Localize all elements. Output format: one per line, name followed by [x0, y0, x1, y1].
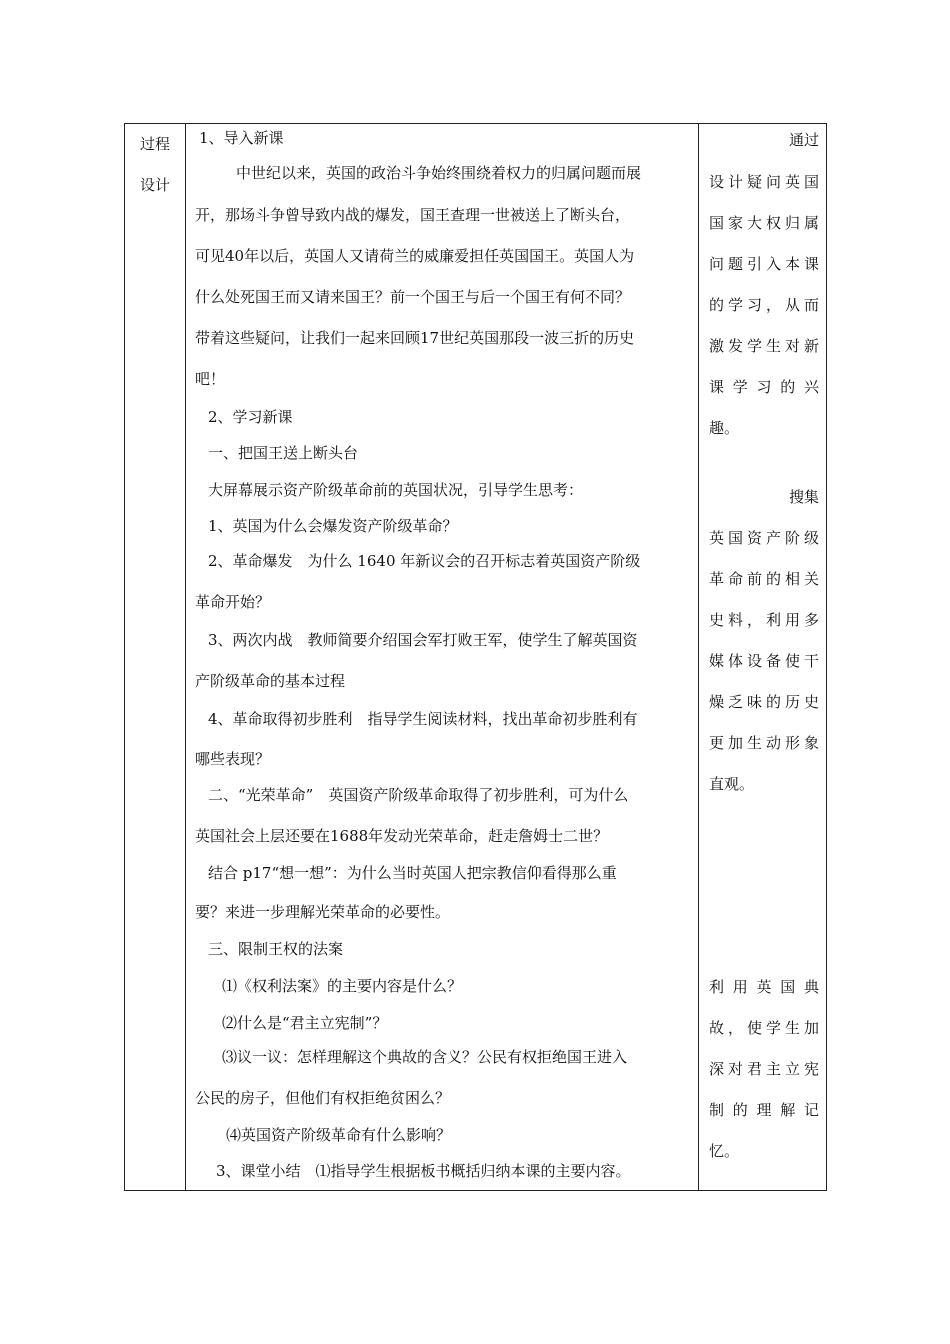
section-label-cell	[125, 124, 185, 206]
note-line: 通过	[788, 131, 819, 149]
content-line: 3、课堂小结 ⑴指导学生根据板书概括归纳本课的主要内容。	[216, 1162, 631, 1180]
section-label: 过程	[139, 135, 170, 153]
note-line: 的学习，从而	[709, 296, 819, 314]
content-line: 中世纪以来，英国的政治斗争始终围绕着权力的归属问题而展	[236, 164, 642, 182]
note-line: 更加生动形象	[709, 734, 819, 752]
content-line: 革命开始？	[195, 593, 271, 611]
content-line: 吧！	[195, 370, 226, 388]
content-line: ⑵什么是“君主立宪制”？	[222, 1014, 388, 1032]
note-line: 史料，利用多	[709, 611, 819, 629]
content-line: 大屏幕展示资产阶级革命前的英国状况，引导学生思考：	[208, 481, 584, 499]
note-line: 设计疑问英国	[709, 173, 819, 191]
content-line: 公民的房子，但他们有权拒绝贫困么？	[195, 1089, 451, 1107]
note-line: 搜集	[788, 488, 819, 506]
content-line: 要？来进一步理解光荣革命的必要性。	[195, 903, 451, 921]
content-line: 产阶级革命的基本过程	[195, 672, 346, 690]
note-line: 问题引入本课	[709, 255, 819, 273]
note-line: 革命前的相关	[709, 570, 819, 588]
content-line: 二、“光荣革命” 英国资产阶级革命取得了初步胜利，可为什么	[208, 786, 629, 804]
content-line: 英国社会上层还要在1688年发动光荣革命，赶走詹姆士二世？	[195, 827, 609, 845]
content-line: 结合 p17“想一想”：为什么当时英国人把宗教信仰看得那么重	[208, 864, 617, 882]
note-line: 燥乏味的历史	[709, 693, 819, 711]
note-line: 激发学生对新	[709, 337, 819, 355]
content-line: 三、限制王权的法案	[208, 940, 344, 958]
content-line: ⑴《权利法案》的主要内容是什么？	[222, 977, 463, 995]
lesson-plan-table	[124, 123, 827, 1191]
content-line: 1、导入新课	[199, 129, 284, 147]
note-line: 利用英国典	[709, 978, 819, 996]
content-line: ⑷英国资产阶级革命有什么影响？	[226, 1126, 452, 1144]
section-label: 设计	[139, 176, 170, 194]
note-line: 直观。	[709, 775, 755, 793]
content-line: 2、学习新课	[208, 408, 293, 426]
content-line: 1、英国为什么会爆发资产阶级革命？	[208, 517, 458, 535]
content-line: 开，那场斗争曾导致内战的爆发，国王查理一世被送上了断头台，	[195, 206, 631, 224]
content-line: 什么处死国王而又请来国王？前一个国王与后一个国王有何不同？	[195, 288, 631, 306]
content-line: 哪些表现？	[195, 750, 271, 768]
note-line: 趣。	[709, 419, 740, 437]
content-line: 3、两次内战 教师简要介绍国会军打败王军，使学生了解英国资	[208, 631, 638, 649]
content-line: 4、革命取得初步胜利 指导学生阅读材料，找出革命初步胜利有	[208, 710, 638, 728]
content-line: 一、把国王送上断头台	[208, 444, 359, 462]
note-line: 课学习的兴	[709, 378, 819, 396]
content-line: ⑶议一议：怎样理解这个典故的含义？公民有权拒绝国王进入	[222, 1048, 628, 1066]
column-divider	[698, 124, 699, 1190]
note-line: 国家大权归属	[709, 214, 819, 232]
note-line: 故，使学生加	[709, 1019, 819, 1037]
column-divider	[185, 124, 186, 1190]
note-line: 深对君主立宪	[709, 1060, 819, 1078]
note-line: 忆。	[709, 1142, 740, 1160]
content-line: 带着这些疑问，让我们一起来回顾17世纪英国那段一波三折的历史	[195, 329, 635, 347]
note-line: 英国资产阶级	[709, 529, 819, 547]
content-line: 可见40年以后，英国人又请荷兰的威廉爱担任英国国王。英国人为	[195, 247, 635, 265]
note-line: 制的理解记	[709, 1101, 819, 1119]
note-line: 媒体设备使干	[709, 652, 819, 670]
content-line: 2、革命爆发 为什么 1640 年新议会的召开标志着英国资产阶级	[208, 552, 641, 570]
